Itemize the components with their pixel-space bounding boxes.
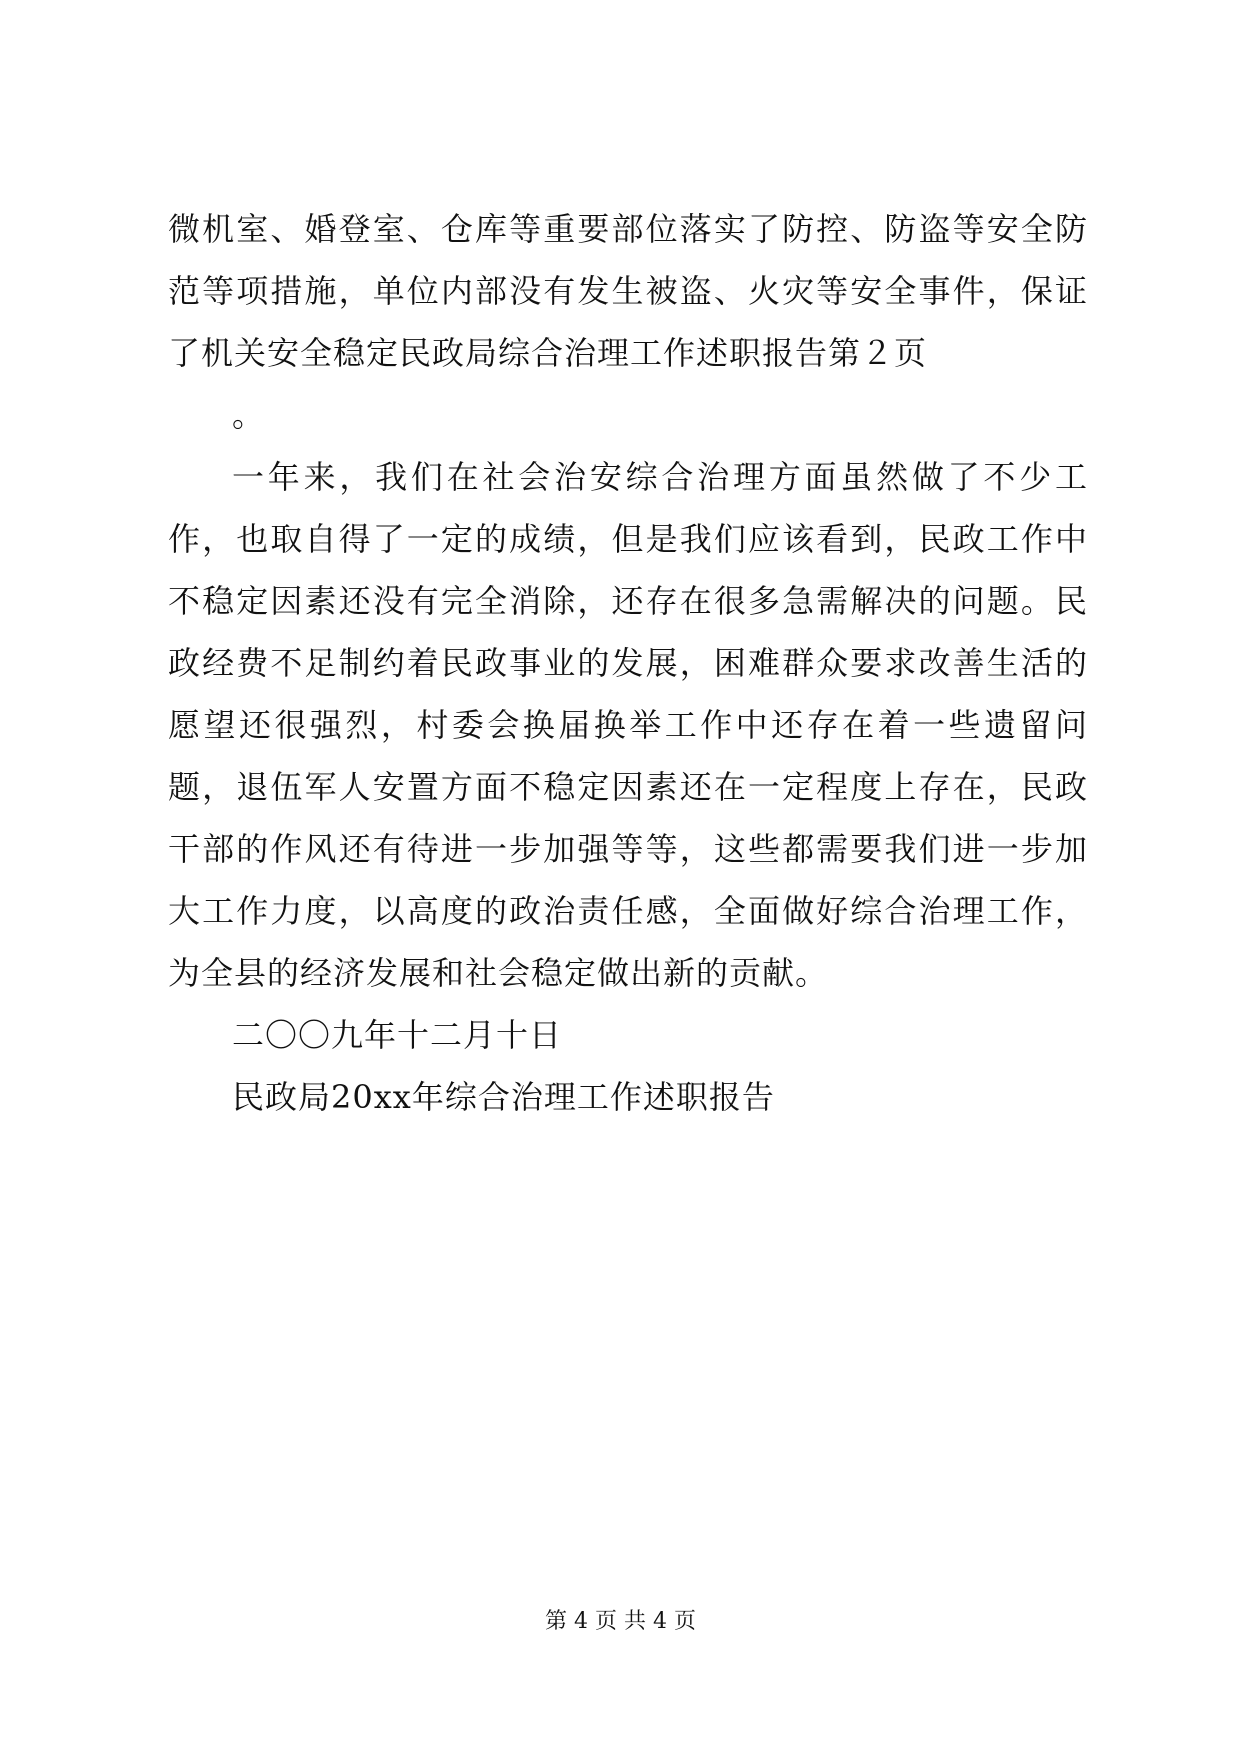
paragraph-period: 。 [232, 396, 266, 434]
page-footer: 第 4 页 共 4 页 [545, 1609, 696, 1634]
document-body [168, 198, 1088, 1128]
report-title-line: 民政局20xx年综合治理工作述职报告 [232, 1078, 775, 1116]
paragraph-continuation: 微机室、婚登室、仓库等重要部位落实了防控、防盗等安全防范等项措施，单位内部没有发生被盗、火灾等安全事件，保证了机关安全稳定民政局综合治理工作述职报告第２页 [168, 210, 1088, 372]
paragraph-summary: 一年来，我们在社会治安综合治理方面虽然做了不少工作，也取自得了一定的成绩，但是我们应该看到，民政工作中不稳定因素还没有完全消除，还存在很多急需解决的问题。民政经费不足制约着民政事业的发展，困难群众要求改善生活的愿望还很强烈，村委会换届换举工作中还存在着一些遗留问题，退伍军人安置方面不稳定因素还在一定程度上存在，民政干部的作风还有待进一步加强等等，这些都需要我们进一步加大工作力度，以高度的政治责任感，全面做好综合治理工作，为全县的经济发展和社会稳定做出新的贡献。 [168, 458, 1088, 992]
date-line: 二〇〇九年十二月十日 [232, 1016, 563, 1054]
